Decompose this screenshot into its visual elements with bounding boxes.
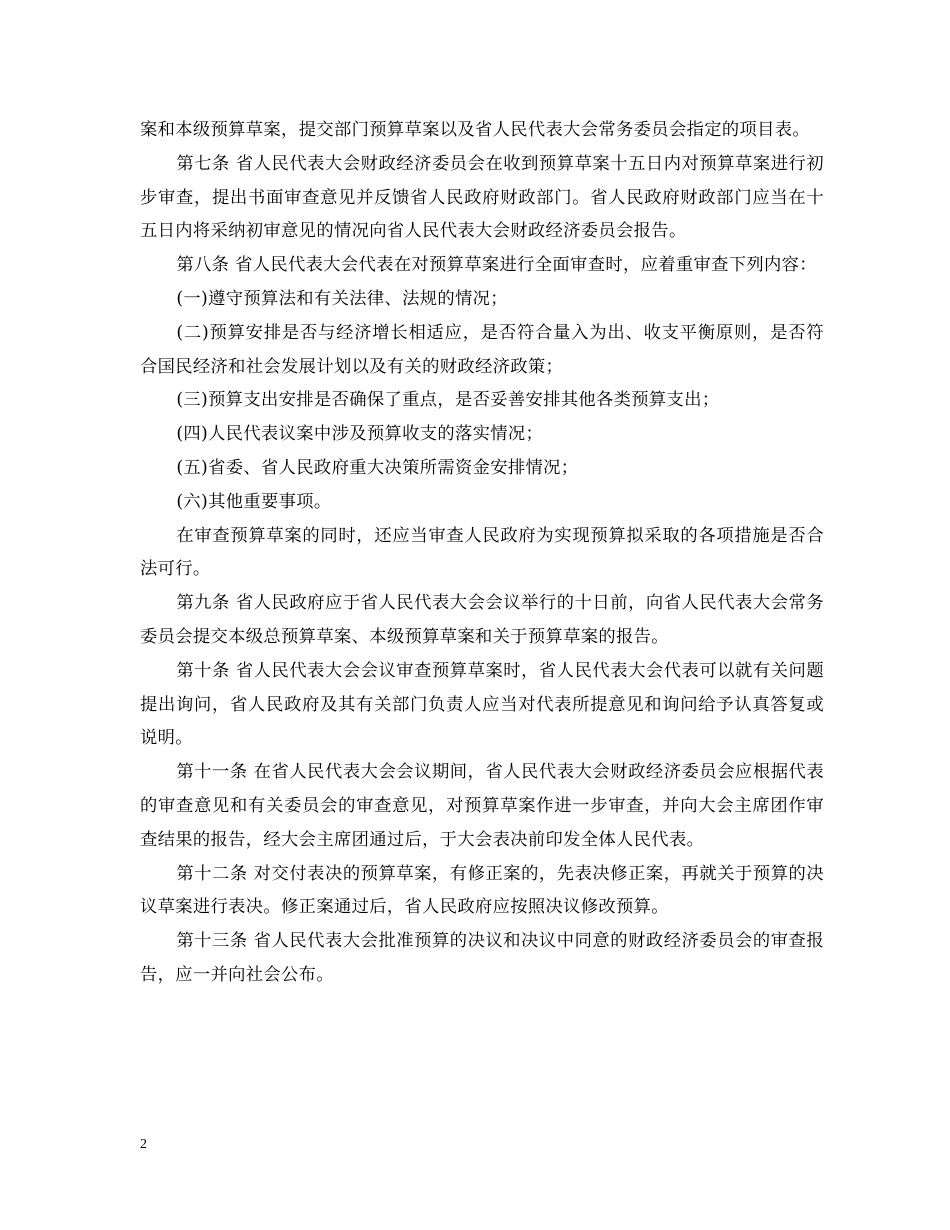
article-9: 第九条 省人民政府应于省人民代表大会会议举行的十日前，向省人民代表大会常务委员会提交本级总预算草案、本级预算草案和关于预算草案的报告。: [140, 593, 824, 647]
list-item: (六)其他重要事项。: [176, 491, 332, 512]
paragraph: 在审查预算草案的同时，还应当审查人民政府为实现预算拟采取的各项措施是否合法可行。: [140, 525, 824, 580]
list-item: (五)省委、省人民政府重大决策所需资金安排情况；: [176, 457, 579, 478]
paragraph: 案和本级预算草案，提交部门预算草案以及省人民代表大会常务委员会指定的项目表。: [140, 120, 810, 140]
list-item: (四)人民代表议案中涉及预算收支的落实情况；: [176, 424, 544, 445]
list-item: (二)预算安排是否与经济增长相适应，是否符合量入为出、收支平衡原则，是否符合国民经济和社会发展计划以及有关的财政经济政策；: [140, 322, 824, 377]
article-11: 第十一条 在省人民代表大会会议期间，省人民代表大会财政经济委员会应根据代表的审查意见和有关委员会的审查意见，对预算草案作进一步审查，并向大会主席团作审查结果的报告，经大会主席团通过后，于大会表决前印发全体人民代表。: [140, 762, 824, 850]
article-7: 第七条 省人民代表大会财政经济委员会在收到预算草案十五日内对预算草案进行初步审查，提出书面审查意见并反馈省人民政府财政部门。省人民政府财政部门应当在十五日内将采纳初审意见的情况向省人民代表大会财政经济委员会报告。: [140, 153, 824, 242]
article-13: 第十三条 省人民代表大会批准预算的决议和决议中同意的财政经济委员会的审查报告，应一并向社会公布。: [140, 931, 824, 985]
article-8: 第八条 省人民代表大会代表在对预算草案进行全面审查时，应着重审查下列内容：: [176, 255, 817, 276]
list-item: (一)遵守预算法和有关法律、法规的情况；: [176, 288, 508, 309]
document-body: [140, 114, 824, 993]
list-item: (三)预算支出安排是否确保了重点，是否妥善安排其他各类预算支出；: [176, 390, 720, 411]
page-number: 2: [140, 1137, 147, 1152]
article-12: 第十二条 对交付表决的预算草案，有修正案的，先表决修正案，再就关于预算的决议草案进行表决。修正案通过后，省人民政府应按照决议修改预算。: [140, 863, 824, 918]
article-10: 第十条 省人民代表大会会议审查预算草案时，省人民代表大会代表可以就有关问题提出询问，省人民政府及其有关部门负责人应当对代表所提意见和询问给予认真答复或说明。: [140, 660, 824, 749]
